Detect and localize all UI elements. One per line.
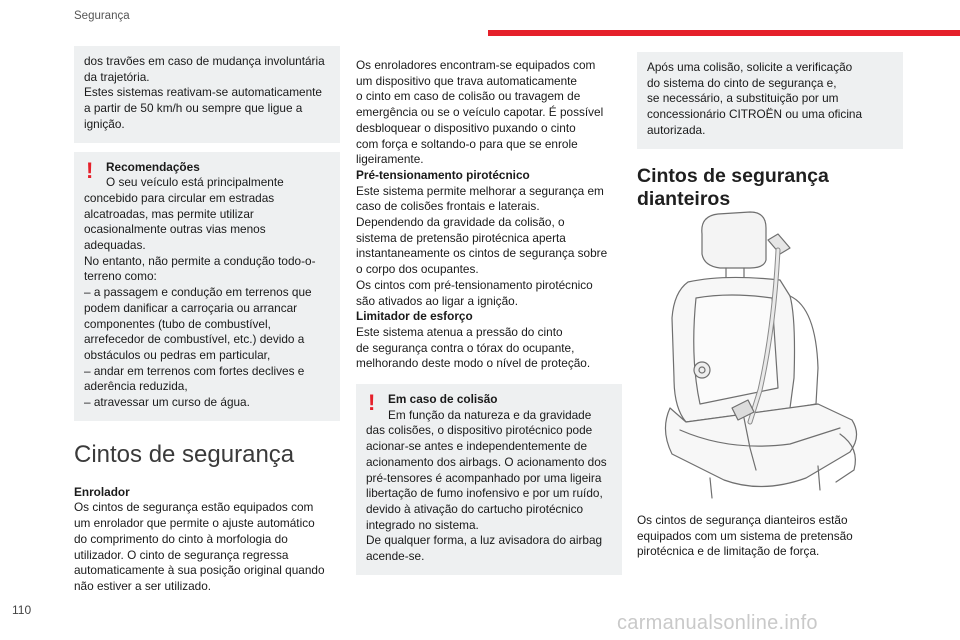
warning-title: Em caso de colisão (388, 392, 498, 407)
header-section-title: Segurança (74, 10, 130, 22)
info-box-text: dos travões em caso de mudança involuntária da trajetória. Estes sistemas reativam-se automaticamente a partir de 50 km/h ou sempre que ligue a ignição. (84, 54, 325, 131)
info-box (637, 52, 903, 149)
seat-belt-illustration (640, 208, 890, 500)
warning-exclamation-icon: ! (86, 157, 94, 183)
subheading-pretensionamento: Pré-tensionamento pirotécnico (356, 167, 530, 182)
warning-text: concebido para circular em estradas alcatroadas, mas permite utilizar ocasionalmente outras vias menos adequadas. No entanto, não permite a condução todo-o- terreno como: – a passagem e condução em terrenos que podem danificar a carroçaria ou arrancar componentes (tubo de combustível, arrefecedor de combustível, etc.) devido a obstáculos ou pedras em particular, – andar em terrenos com fortes declives e aderência reduzida, – atravessar um curso de água. (84, 190, 316, 410)
warning-first-line: O seu veículo está principalmente (106, 175, 284, 190)
info-box (74, 46, 340, 143)
subheading-enrolador: Enrolador (74, 484, 130, 499)
warning-box-colisao (356, 384, 622, 575)
column-2 (356, 58, 622, 575)
paragraph-limitador: Este sistema atenua a pressão do cinto de segurança contra o tórax do ocupante, melhorando deste modo o nível de proteção. (356, 324, 591, 371)
header-accent-bar (488, 30, 960, 36)
section-title: Cintos de segurança dianteiros (637, 164, 829, 210)
paragraph-pretensionamento: Este sistema permite melhorar a segurança em caso de colisões frontais e laterais. Dependendo da gravidade da colisão, o sistema de pretensão pirotécnica aperta instantaneamente os cintos de segurança sobre o corpo dos ocupantes. Os cintos com pré-tensionamento pirotécnico são ativados ao ligar a ignição. (356, 183, 608, 308)
column-3 (637, 52, 903, 211)
warning-title: Recomendações (106, 159, 200, 174)
page-number: 110 (12, 603, 32, 617)
paragraph-enroladores: Os enroladores encontram-se equipados com um dispositivo que trava automaticamente o cinto em caso de colisão ou travagem de emergência ou se o veículo capotar. É possível desbloquear o dispositivo puxando o cinto com força e soltando-o para que se enrole ligeiramente. (356, 58, 604, 167)
info-box-text: Após uma colisão, solicite a verificação do sistema do cinto de segurança e, se necessário, a substituição por um concessionário CITROËN ou uma oficina autorizada. (647, 60, 863, 137)
warning-exclamation-icon: ! (368, 390, 376, 416)
caption: Os cintos de segurança dianteiros estão equipados com um sistema de pretensão pirotécnica e de limitação de força. (637, 513, 853, 559)
warning-text: das colisões, o dispositivo pirotécnico pode acionar-se antes e independentemente de acionamento dos airbags. O acionamento dos pré-tensores é acompanhado por uma ligeira libertação de fumo inofensivo e por um ruído, devido à ativação do cartucho pirotécnico integrado no sistema. De qualquer forma, a luz avisadora do airbag acende-se. (366, 423, 607, 564)
watermark: carmanualsonline.info (617, 612, 818, 634)
paragraph-enrolador: Os cintos de segurança estão equipados com um enrolador que permite o ajuste automático do comprimento do cinto à morfologia do utilizador. O cinto de segurança regressa automaticamente à sua posição original quando não estiver a ser utilizado. (74, 500, 325, 593)
column-1 (74, 46, 340, 595)
warning-first-line: Em função da natureza e da gravidade (388, 407, 592, 422)
warning-box-recommendations (74, 152, 340, 421)
section-title: Cintos de segurança (74, 440, 295, 468)
subheading-limitador: Limitador de esforço (356, 309, 473, 324)
